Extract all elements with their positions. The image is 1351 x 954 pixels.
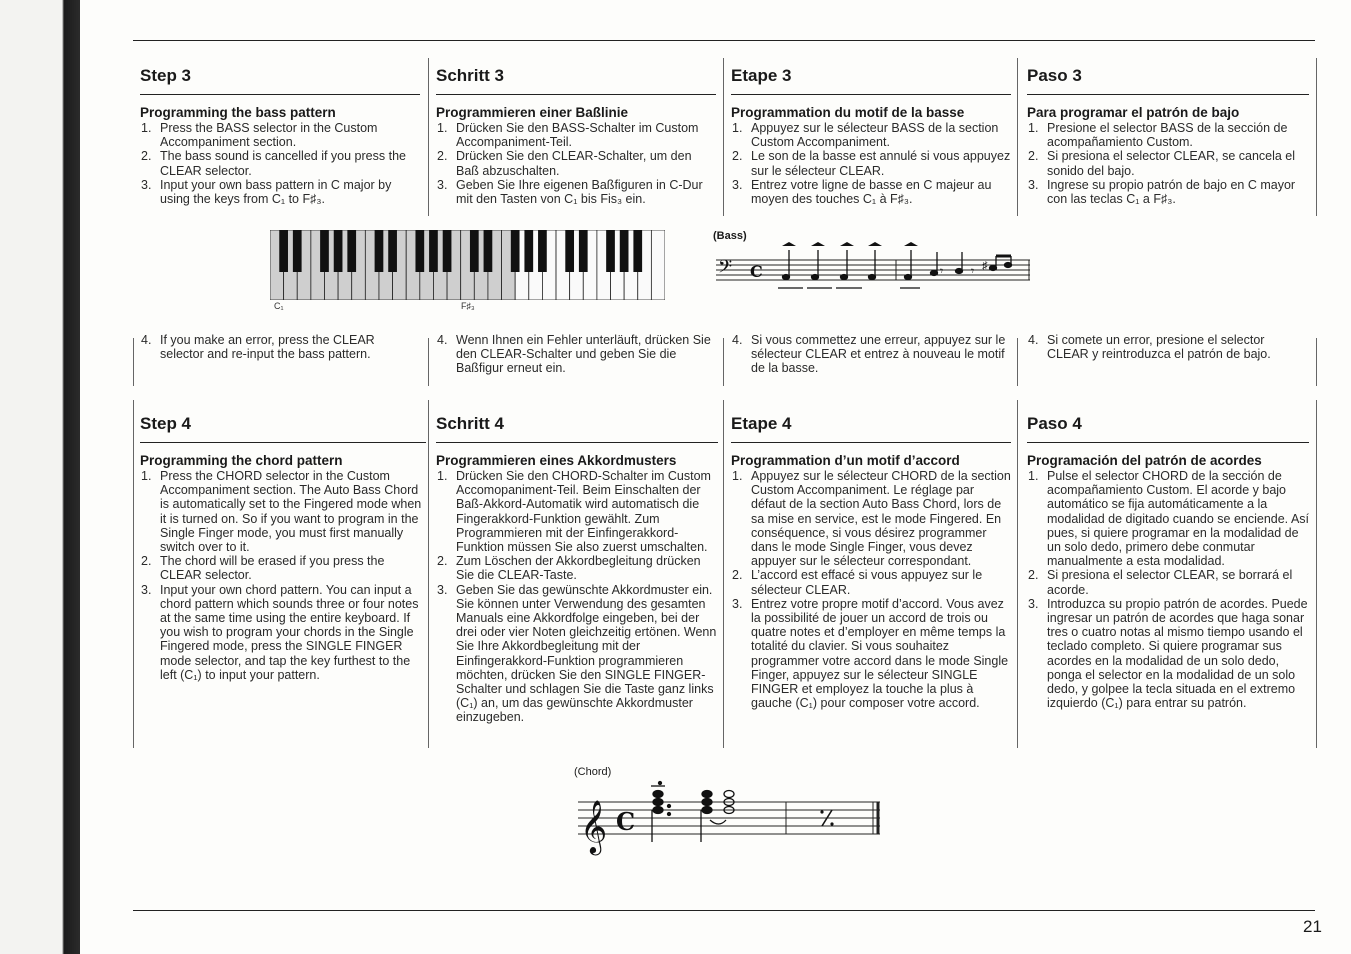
section-subtitle: Programación del patrón de acordes bbox=[1027, 453, 1262, 468]
list-item: 4. Si vous commettez une erreur, appuyez sur le sélecteur CLEAR et entrez à nouveau le motif de la basse. bbox=[732, 333, 1006, 376]
list-item: 3. Entrez votre ligne de basse en C majeur au moyen des touches C₁ à F♯₃. bbox=[732, 177, 992, 207]
step4-german bbox=[436, 414, 718, 725]
list-item: 4. Wenn Ihnen ein Fehler unterläuft, drücken Sie den CLEAR-Schalter und geben Sie die Baßfigur erneut ein. bbox=[437, 333, 711, 376]
list-item: 2. Drücken Sie den CLEAR-Schalter, um den Baß abzuschalten. bbox=[437, 149, 692, 178]
list-item: 3. Geben Sie Ihre eigenen Baßfiguren in C-Dur mit den Tasten von C₁ bis Fis₃ ein. bbox=[437, 177, 703, 207]
section-subtitle: Programmation du motif de la basse bbox=[731, 105, 965, 120]
instruction-list bbox=[436, 121, 716, 206]
bass-staff-notation bbox=[712, 240, 1034, 302]
rest-icon: 𝄾 bbox=[940, 264, 944, 278]
accent-marks bbox=[782, 242, 918, 246]
step-heading: Schritt 3 bbox=[436, 66, 716, 95]
list-item: 1. Press the CHORD selector in the Custom Accompaniment section. The Auto Bass Chord is automatically set to the Fingered mode when it is turned on. So if you want to program in the Single Finger mode, you must first manually switch over to it. bbox=[141, 469, 422, 555]
instruction-list bbox=[1027, 333, 1309, 361]
black-key bbox=[388, 230, 397, 272]
section-subtitle: Programming the chord pattern bbox=[140, 453, 343, 468]
step-heading: Etape 4 bbox=[731, 414, 1011, 443]
step3-german bbox=[436, 66, 716, 206]
black-key bbox=[524, 230, 533, 272]
list-item: 2. Le son de la basse est annulé si vous appuyez sur le sélecteur CLEAR. bbox=[732, 149, 1011, 178]
instruction-list bbox=[140, 469, 426, 682]
list-item: 1. Presione el selector BASS de la sección de acompañamiento Custom. bbox=[1028, 121, 1288, 150]
black-key bbox=[579, 230, 588, 272]
column-divider bbox=[1316, 400, 1317, 748]
step-heading: Etape 3 bbox=[731, 66, 1011, 95]
list-item: 3. Introduzca su propio patrón de acordes. Puede ingresar un patrón de acordes que haga sonar tres o cuatro notas al mismo tiempo usando el teclado completo. Si quiere programar sus acordes en la modalidad de un solo dedo, ponga el selector en la modalidad de un solo dedo, y golpee la tecla situada en el extremo izquierdo (C₁) para entrar su patrón. bbox=[1028, 596, 1308, 711]
section-subtitle: Programming the bass pattern bbox=[140, 105, 336, 120]
black-key bbox=[443, 230, 452, 272]
list-item: 3. Entrez votre propre motif d’accord. Vous avez la possibilité de jouer un accord de trois ou quatre notes et d’employer en même temps la totalité du clavier. Si vous souhaitez programmer votre accord dans le mode Single Finger, appuyez sur le sélecteur SINGLE FINGER et employez la touche la plus à gauche (C₁) pour composer votre accord. bbox=[732, 596, 1009, 711]
section-subtitle: Programmieren einer Baßlinie bbox=[436, 105, 629, 120]
column-divider bbox=[1316, 338, 1317, 386]
keyboard-diagram bbox=[270, 230, 665, 300]
list-item: 2. The chord will be erased if you press the CLEAR selector. bbox=[141, 554, 385, 583]
instruction-list bbox=[731, 121, 1011, 206]
black-key bbox=[347, 230, 356, 272]
step-heading: Step 4 bbox=[140, 414, 426, 443]
black-key bbox=[279, 230, 288, 272]
black-key bbox=[415, 230, 424, 272]
step-heading: Step 3 bbox=[140, 66, 420, 95]
bottom-rule bbox=[133, 910, 1315, 911]
book-binding-shadow bbox=[0, 0, 80, 954]
bass-clef-icon: 𝄢 bbox=[718, 257, 733, 282]
list-item: 4. If you make an error, press the CLEAR selector and re-input the bass pattern. bbox=[141, 333, 375, 362]
column-divider bbox=[133, 400, 134, 748]
column-divider bbox=[133, 338, 134, 386]
step-heading: Paso 4 bbox=[1027, 414, 1309, 443]
top-rule bbox=[133, 40, 1315, 41]
step3-spanish bbox=[1027, 66, 1309, 206]
section-subtitle: Para programar el patrón de bajo bbox=[1027, 105, 1240, 120]
white-key bbox=[651, 230, 665, 300]
black-key bbox=[375, 230, 384, 272]
black-key bbox=[334, 230, 343, 272]
list-item: 2. L’accord est effacé si vous appuyez sur le sélecteur CLEAR. bbox=[732, 568, 983, 597]
black-key bbox=[538, 230, 547, 272]
section-subtitle: Programmieren eines Akkordmusters bbox=[436, 453, 677, 468]
treble-clef-icon: 𝄞 bbox=[580, 799, 608, 853]
column-divider bbox=[723, 58, 724, 216]
instruction-list bbox=[731, 333, 1011, 376]
column-divider bbox=[428, 338, 429, 386]
chord-staff-notation bbox=[576, 780, 882, 862]
step3-english bbox=[140, 66, 420, 206]
chord-notes bbox=[651, 782, 734, 843]
page-number: 21 bbox=[1303, 917, 1322, 936]
list-item: 2. The bass sound is cancelled if you press the CLEAR selector. bbox=[141, 149, 406, 178]
black-key bbox=[565, 230, 574, 272]
black-key bbox=[320, 230, 329, 272]
list-item: 1. Drücken Sie den BASS-Schalter im Custom Accompaniment-Teil. bbox=[437, 121, 699, 150]
column-divider bbox=[1017, 58, 1018, 216]
instruction-list bbox=[140, 333, 420, 361]
black-key bbox=[429, 230, 438, 272]
bass-notes bbox=[778, 250, 1012, 288]
step4-english bbox=[140, 414, 426, 682]
column-divider bbox=[1017, 400, 1018, 748]
black-key bbox=[484, 230, 493, 272]
list-item: 4. Si comete un error, presione el selector CLEAR y reintroduzca el patrón de bajo. bbox=[1028, 333, 1271, 362]
instruction-list bbox=[436, 333, 716, 376]
list-item: 1. Drücken Sie den CHORD-Schalter im Custom Accomopaniment-Teil. Beim Einschalten der Baß-Akkord-Automatik wird automatisch die Fingerakkord-Funktion gewählt. Zum Programmieren mit der Einfingerakkord-Funktion müssen Sie also zuerst umschalten. bbox=[437, 469, 711, 555]
black-key bbox=[511, 230, 520, 272]
list-item: 3. Input your own chord pattern. You can input a chord pattern which sounds three or four notes at the same time using the entire keyboard. If you wish to program your chords in the Single Fingered mode, press the SINGLE FINGER mode selector, and tap the key furthest to the left (C₁) to input your pattern. bbox=[141, 582, 419, 682]
bass-figure-label: (Bass) bbox=[713, 230, 747, 242]
column-divider bbox=[428, 58, 429, 216]
instruction-list bbox=[436, 469, 718, 725]
list-item: 1. Appuyez sur le sélecteur CHORD de la section Custom Accompaniment. Le réglage par défaut de la section Auto Bass Chord, lors de sa mise en service, est le mode Fingered. En conséquence, si vous désirez programmer dans le mode Single Finger, vous devez appuyer sur le sélecteur correspondant. bbox=[732, 469, 1011, 569]
step3-english-continued bbox=[140, 333, 420, 361]
step-heading: Schritt 4 bbox=[436, 414, 718, 443]
instruction-list bbox=[1027, 469, 1309, 710]
instruction-list bbox=[140, 121, 420, 206]
list-item: 1. Press the BASS selector in the Custom Accompaniment section. bbox=[141, 121, 378, 150]
section-subtitle: Programmation d’un motif d’accord bbox=[731, 453, 960, 468]
instruction-list bbox=[1027, 121, 1309, 206]
column-divider bbox=[428, 400, 429, 748]
list-item: 3. Input your own bass pattern in C major by using the keys from C₁ to F♯₃. bbox=[141, 177, 392, 207]
common-time-icon: C bbox=[616, 807, 636, 836]
list-item: 2. Si presiona el selector CLEAR, se cancela el sonido del bajo. bbox=[1028, 149, 1296, 178]
step4-french bbox=[731, 414, 1011, 710]
step3-spanish-continued bbox=[1027, 333, 1309, 361]
rest-icon: 𝄾 bbox=[971, 264, 975, 278]
black-key bbox=[633, 230, 642, 272]
step3-french bbox=[731, 66, 1011, 206]
black-key bbox=[620, 230, 629, 272]
list-item: 3. Geben Sie das gewünschte Akkordmuster ein. Sie können unter Verwendung des gesamten Manuals eine Akkordfolge eingeben, bei der drei oder vier Noten gleichzeitig ertönen. Wenn Sie Ihre Akkordbegleitung mit der Einfingerakkord-Funktion programmieren möchten, drücken Sie den SINGLE FINGER-Schalter und schlagen Sie die Taste ganz links (C₁) an, um das gewünschte Akkordmuster einzugeben. bbox=[437, 582, 717, 725]
step3-french-continued bbox=[731, 333, 1011, 376]
column-divider bbox=[1017, 338, 1018, 386]
common-time-icon: C bbox=[750, 262, 763, 281]
list-item: 1. Appuyez sur le sélecteur BASS de la section Custom Accompaniment. bbox=[732, 121, 999, 150]
list-item: 3. Ingrese su propio patrón de bajo en C mayor con las teclas C₁ a F♯₃. bbox=[1028, 177, 1296, 207]
keyboard-high-key-label: F♯₃ bbox=[461, 301, 475, 311]
column-divider bbox=[723, 400, 724, 748]
step4-spanish bbox=[1027, 414, 1309, 710]
column-divider bbox=[723, 338, 724, 386]
black-key bbox=[606, 230, 615, 272]
chord-figure-label: (Chord) bbox=[574, 766, 612, 778]
list-item: 2. Zum Löschen der Akkordbegleitung drücken Sie die CLEAR-Taste. bbox=[437, 554, 701, 583]
keyboard-low-key-label: C₁ bbox=[274, 301, 284, 311]
black-key bbox=[293, 230, 302, 272]
list-item: 2. Si presiona el selector CLEAR, se borrará el acorde. bbox=[1028, 568, 1293, 597]
black-key bbox=[470, 230, 479, 272]
sharp-icon: ♯ bbox=[982, 260, 988, 272]
instruction-list bbox=[731, 469, 1011, 710]
step3-german-continued bbox=[436, 333, 716, 376]
step-heading: Paso 3 bbox=[1027, 66, 1309, 95]
column-divider bbox=[1316, 58, 1317, 216]
list-item: 1. Pulse el selector CHORD de la sección de acompañamiento Custom. El acorde y bajo automático se fija automáticamente a la modalidad de digitado cuando se enciende. Así pues, si quiere programar en la modalidad de un solo dedo, primero debe conmutar manualmente a esta modalidad. bbox=[1028, 469, 1309, 569]
